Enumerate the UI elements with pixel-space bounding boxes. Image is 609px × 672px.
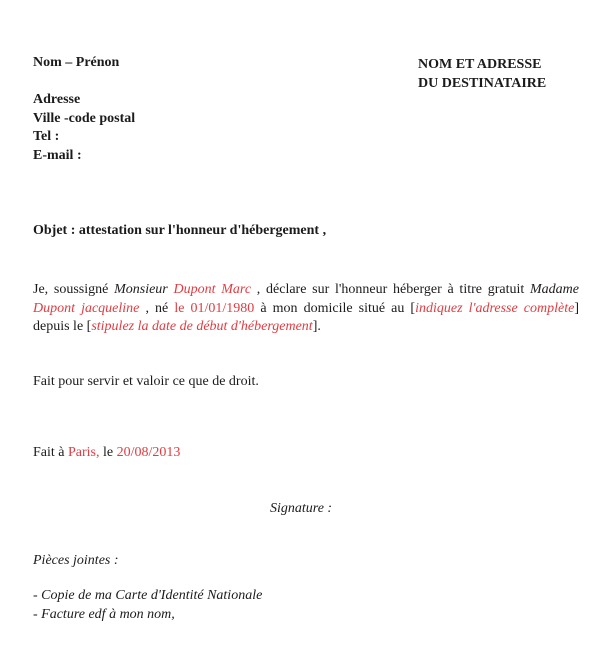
date-line [33, 445, 180, 461]
attachment-item: - Facture edf à mon nom, [33, 606, 175, 622]
body-segment: Je, soussigné [33, 282, 115, 297]
body-segment: à mon domicile situé au [ [254, 300, 416, 316]
dateline-middle: le [99, 445, 117, 460]
sender-phone-line: Tel : [33, 129, 60, 144]
closing-line: Fait pour servir et valoir ce que de droit. [33, 374, 259, 389]
sender-email-line: E-mail : [33, 147, 82, 163]
signature-label: Signature : [270, 501, 333, 516]
attachments-list [33, 587, 262, 624]
body-segment-civility: Madame [530, 282, 579, 297]
body-segment-birthdate: le 01/01/1980 [174, 300, 255, 316]
body-segment-civility: Monsieur [114, 282, 174, 297]
body-segment-date-placeholder: stipulez la date de début d'hébergement [91, 319, 313, 334]
body-segment-guest-name: Dupont jacqueline [33, 300, 140, 316]
sender-address-line: Adresse [33, 92, 81, 107]
attachment-item: - Copie de ma Carte d'Identité Nationale [33, 588, 263, 603]
recipient-block [418, 55, 546, 93]
body-segment: , né [139, 300, 175, 316]
dateline-prefix: Fait à [33, 445, 68, 460]
subject-line: Objet : attestation sur l'honneur d'hébergement , [33, 223, 327, 238]
dateline-city: Paris, [68, 445, 100, 460]
dateline-date: 20/08/2013 [116, 445, 181, 460]
body-segment: , déclare sur l'honneur héberger à titre gratuit [251, 282, 530, 297]
body-paragraph [33, 281, 579, 337]
sender-spacer [33, 73, 135, 92]
sender-block [33, 54, 135, 165]
sender-name-line: Nom – Prénon [33, 55, 120, 70]
body-segment-address-placeholder: indiquez l'adresse complète [415, 300, 575, 316]
body-segment-host-name: Dupont Marc [173, 282, 252, 297]
recipient-line-2: DU DESTINATAIRE [418, 76, 547, 91]
body-segment: ]. [312, 319, 321, 334]
recipient-line-1: NOM ET ADRESSE [418, 57, 542, 72]
body-segment: ] depuis le [ [33, 300, 579, 334]
sender-city-line: Ville -code postal [33, 110, 136, 126]
attachments-title: Pièces jointes : [33, 553, 119, 568]
